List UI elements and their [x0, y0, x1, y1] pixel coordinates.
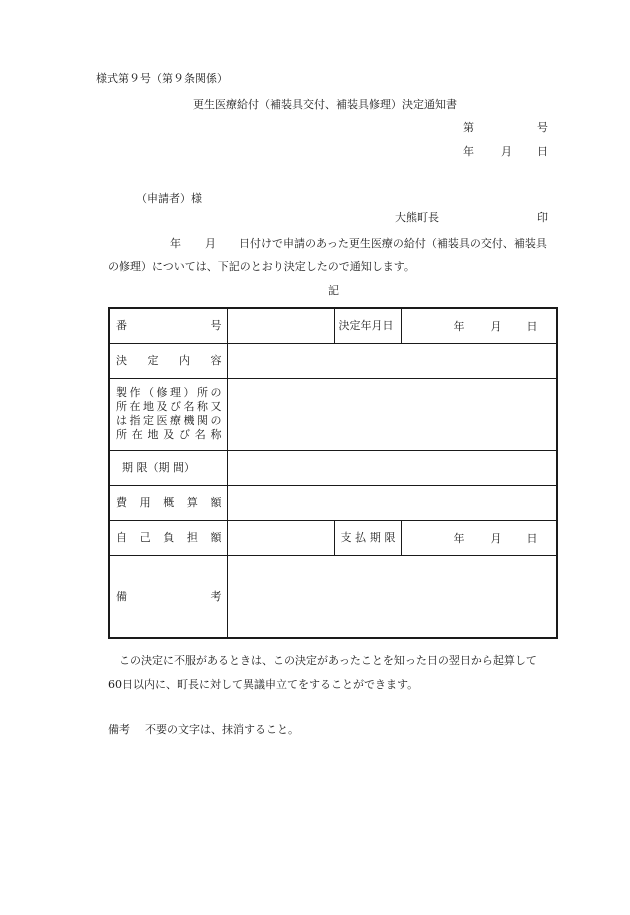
number-label-cell	[109, 308, 227, 343]
intro-line-2: の修理）については、下記のとおり決定したので通知します。	[108, 260, 415, 273]
facility-char: 及	[156, 400, 168, 413]
ki-heading: 記	[328, 284, 339, 297]
facility-char: 又	[210, 400, 222, 413]
facility-char: 名	[183, 400, 195, 413]
deadline-year: 年	[453, 531, 465, 545]
self-pay-char: 額	[210, 531, 222, 544]
note-text: 不要の文字は、抹消すること。	[145, 723, 299, 736]
date-month-label: 月	[501, 145, 512, 158]
document-title: 更生医療給付（補装具交付、補装具修理）決定通知書	[193, 98, 457, 111]
facility-char: 医	[156, 414, 168, 427]
decision-date-cell	[401, 308, 557, 343]
period-label: 期 限（期 間）	[109, 450, 227, 485]
deadline-char: 限	[384, 531, 396, 544]
facility-char: 製	[116, 386, 127, 399]
facility-char: 在	[131, 428, 143, 441]
decision-month: 月	[490, 320, 502, 333]
facility-char: 関	[197, 414, 208, 427]
facility-char: 指	[129, 414, 141, 427]
content-label-char: 内	[179, 354, 190, 367]
facility-char: 作	[129, 386, 141, 399]
decision-content-value	[227, 343, 557, 378]
self-pay-char: 負	[163, 531, 175, 544]
self-pay-char: 自	[116, 531, 127, 544]
facility-char: 称	[197, 400, 208, 413]
note-label: 備考	[108, 723, 130, 736]
facility-char: 及	[163, 428, 175, 441]
cost-value	[227, 485, 557, 520]
facility-char: 定	[143, 414, 154, 427]
applicant-salutation: （申請者）様	[136, 192, 202, 205]
facility-char: ）	[183, 386, 195, 399]
remarks-value	[227, 555, 557, 638]
deadline-char: 支	[340, 531, 352, 544]
table-row-facility	[109, 378, 557, 450]
table-row-cost	[109, 485, 557, 520]
cost-label-cell	[109, 485, 227, 520]
number-value-cell	[227, 308, 334, 343]
cost-char: 用	[139, 496, 151, 509]
facility-label-cell	[109, 378, 227, 450]
form-number: 様式第９号（第９条関係）	[96, 72, 228, 85]
deadline-char: 期	[369, 531, 381, 544]
table-row-number	[109, 308, 557, 343]
decision-table	[108, 307, 558, 639]
facility-label-line-3	[116, 414, 222, 428]
facility-char: 在	[129, 400, 141, 413]
table-row-content	[109, 343, 557, 378]
cost-char: 費	[116, 496, 127, 509]
payment-deadline-cell	[401, 520, 557, 555]
self-pay-char: 己	[139, 531, 151, 544]
facility-char: は	[116, 414, 127, 427]
facility-char: の	[210, 386, 222, 399]
table-row-self-pay	[109, 520, 557, 555]
facility-char: 理	[170, 386, 181, 399]
facility-char: 機	[183, 414, 195, 427]
period-value	[227, 450, 557, 485]
date-year-label: 年	[463, 145, 474, 158]
remarks-label-cell	[109, 555, 227, 638]
intro-year: 年	[170, 237, 181, 250]
facility-char: び	[170, 400, 181, 413]
remarks-char: 考	[210, 589, 222, 603]
self-pay-char: 担	[186, 531, 198, 544]
content-label-char: 定	[147, 354, 159, 367]
facility-char: 名	[194, 428, 206, 441]
facility-char: 所	[116, 428, 127, 441]
deadline-month: 月	[490, 531, 502, 545]
deadline-char: 払	[355, 531, 367, 544]
table-row-remarks	[109, 555, 557, 638]
table-row-period	[109, 450, 557, 485]
number-suffix: 号	[537, 121, 548, 134]
facility-char: 地	[143, 400, 154, 413]
issuer-name: 大熊町長	[395, 211, 439, 224]
date-day-label: 日	[537, 145, 548, 158]
decision-content-label-cell	[109, 343, 227, 378]
decision-year: 年	[453, 320, 465, 333]
decision-date-label: 決定年月日	[334, 308, 401, 343]
cost-char: 概	[163, 496, 175, 509]
content-label-char: 決	[116, 354, 127, 367]
decision-day: 日	[526, 320, 538, 333]
number-label-char-2: 号	[210, 319, 222, 333]
facility-char: び	[179, 428, 190, 441]
self-pay-value	[227, 520, 334, 555]
facility-char: 修	[156, 386, 168, 399]
seal-mark: 印	[537, 211, 548, 224]
facility-label-line-4	[116, 428, 222, 442]
facility-char: 地	[147, 428, 159, 441]
facility-value	[227, 378, 557, 450]
payment-deadline-label-cell	[334, 520, 401, 555]
cost-char: 算	[186, 496, 198, 509]
facility-label-line-2	[116, 400, 222, 414]
objection-line-2: 60日以内に、町長に対して異議申立てをすることができます。	[108, 678, 419, 691]
intro-line-1: 日付けで申請のあった更生医療の給付（補装具の交付、補装具	[239, 237, 547, 250]
facility-label-line-1	[116, 386, 222, 400]
facility-char: 療	[170, 414, 181, 427]
facility-char: 称	[210, 428, 222, 441]
intro-month: 月	[205, 237, 216, 250]
self-pay-label-cell	[109, 520, 227, 555]
cost-char: 額	[210, 496, 222, 509]
number-prefix: 第	[463, 121, 474, 134]
facility-char: 所	[197, 386, 208, 399]
number-label-char-1: 番	[116, 319, 127, 333]
deadline-day: 日	[526, 531, 538, 545]
facility-char: 所	[116, 400, 127, 413]
remarks-char: 備	[116, 589, 127, 603]
facility-char: （	[143, 386, 154, 399]
facility-char: の	[210, 414, 222, 427]
objection-line-1: この決定に不服があるときは、この決定があったことを知った日の翌日から起算して	[119, 654, 537, 667]
content-label-char: 容	[210, 354, 222, 367]
